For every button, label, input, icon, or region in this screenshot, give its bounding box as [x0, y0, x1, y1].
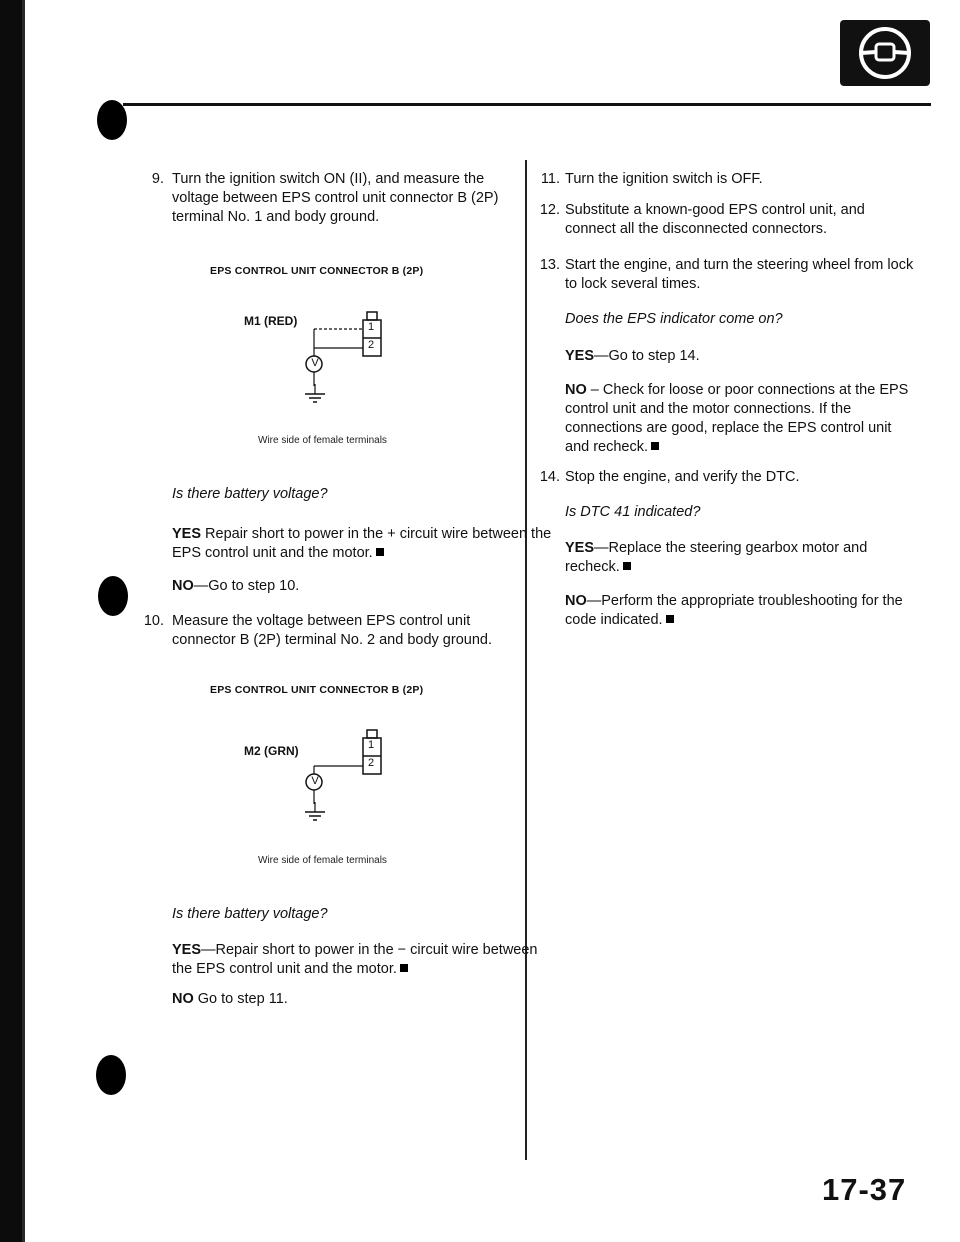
- question: Is there battery voltage?: [172, 906, 328, 922]
- end-mark: [666, 615, 674, 623]
- end-mark: [376, 548, 384, 556]
- yes-answer: [172, 525, 552, 563]
- step-number: 13.: [539, 257, 560, 273]
- question: Is there battery voltage?: [172, 486, 328, 502]
- no-key: NO: [172, 991, 194, 1007]
- yes-answer: YES—Replace the steering gearbox motor and recheck.: [565, 540, 868, 575]
- step-number: 11.: [540, 171, 560, 187]
- pin-2-label: 2: [368, 339, 375, 351]
- yes-key: YES: [172, 942, 202, 958]
- no-key: NO: [565, 593, 587, 609]
- step-10-text: Measure the voltage between EPS control unit connector B (2P) terminal No. 2 and body ground.: [172, 613, 492, 648]
- no-answer: NO—Go to step 10.: [172, 578, 300, 594]
- step-number: 9.: [151, 171, 164, 187]
- yes-answer: YES—Repair short to power in the − circuit wire between the EPS control unit and the motor.: [172, 942, 538, 977]
- yes-text: Repair short to power in the + circuit wire between the EPS control unit and the motor.: [172, 526, 552, 561]
- connector-diagram: [262, 306, 382, 386]
- wire-side-note: Wire side of female terminals: [258, 855, 387, 866]
- yes-text: Repair short to power in the − circuit wire between the EPS control unit and the motor.: [172, 942, 538, 977]
- question: Is DTC 41 indicated?: [565, 504, 701, 520]
- binder-hole-middle: [98, 576, 128, 616]
- yes-text: Replace the steering gearbox motor and recheck.: [565, 540, 868, 575]
- no-text: Go to step 11.: [197, 991, 288, 1007]
- connector-title: EPS CONTROL UNIT CONNECTOR B (2P): [210, 684, 424, 696]
- step-9-text: Turn the ignition switch ON (II), and measure the voltage between EPS control unit connector B (2P) terminal No. 1 and body ground.: [172, 171, 499, 225]
- no-answer: [172, 990, 552, 1009]
- binder-edge: [0, 0, 22, 1242]
- wire-label: M1 (RED): [244, 314, 298, 328]
- step-14-text: Stop the engine, and verify the DTC.: [565, 469, 800, 485]
- page-number: 17-37: [822, 1172, 907, 1207]
- step-12-text: Substitute a known-good EPS control unit, and connect all the disconnected connectors.: [565, 202, 865, 237]
- yes-key: YES: [565, 540, 595, 556]
- yes-text: Go to step 14.: [608, 348, 700, 364]
- yes-answer: YES—Go to step 14.: [565, 348, 700, 364]
- no-key: NO: [565, 382, 587, 398]
- step-13-text: Start the engine, and turn the steering wheel from lock to lock several times.: [565, 257, 914, 292]
- header-rule: [123, 103, 931, 106]
- no-answer: NO—Perform the appropriate troubleshooting for the code indicated.: [565, 593, 903, 628]
- wire-label: M2 (GRN): [244, 744, 299, 758]
- end-mark: [651, 442, 659, 450]
- connector-diagram: [262, 724, 382, 804]
- step-number: 12.: [539, 202, 560, 218]
- end-mark: [400, 964, 408, 972]
- step-number: 10.: [143, 613, 164, 629]
- step-11-text: Turn the ignition switch is OFF.: [565, 171, 763, 187]
- question: Does the EPS indicator come on?: [565, 311, 783, 327]
- pin-1-label: 1: [368, 321, 375, 333]
- end-mark: [623, 562, 631, 570]
- binder-hole-top: [97, 100, 127, 140]
- yes-key: YES: [565, 348, 595, 364]
- binder-hole-bottom: [96, 1055, 126, 1095]
- ground-icon: [302, 802, 328, 822]
- steering-wheel-icon: [840, 20, 930, 86]
- step-number: 14.: [539, 469, 560, 485]
- voltmeter-icon: V: [311, 775, 319, 787]
- connector-title: EPS CONTROL UNIT CONNECTOR B (2P): [210, 265, 424, 277]
- column-divider: [525, 160, 527, 1160]
- pin-1-label: 1: [368, 739, 375, 751]
- no-text: Go to step 10.: [208, 578, 300, 594]
- voltmeter-icon: V: [311, 357, 319, 369]
- binder-edge-line: [22, 0, 25, 1242]
- wire-side-note: Wire side of female terminals: [258, 435, 387, 446]
- no-text: Perform the appropriate troubleshooting for the code indicated.: [565, 593, 903, 628]
- pin-2-label: 2: [368, 757, 375, 769]
- ground-icon: [302, 384, 328, 404]
- no-key: NO: [172, 578, 194, 594]
- no-answer: NO – Check for loose or poor connections at the EPS control unit and the motor connections. If the connections are good, replace the EPS control unit and recheck.: [565, 382, 909, 455]
- no-text: Check for loose or poor connections at the EPS control unit and the motor connections. If the connections are good, replace the EPS control unit and recheck.: [565, 382, 909, 455]
- yes-key: YES: [172, 526, 202, 542]
